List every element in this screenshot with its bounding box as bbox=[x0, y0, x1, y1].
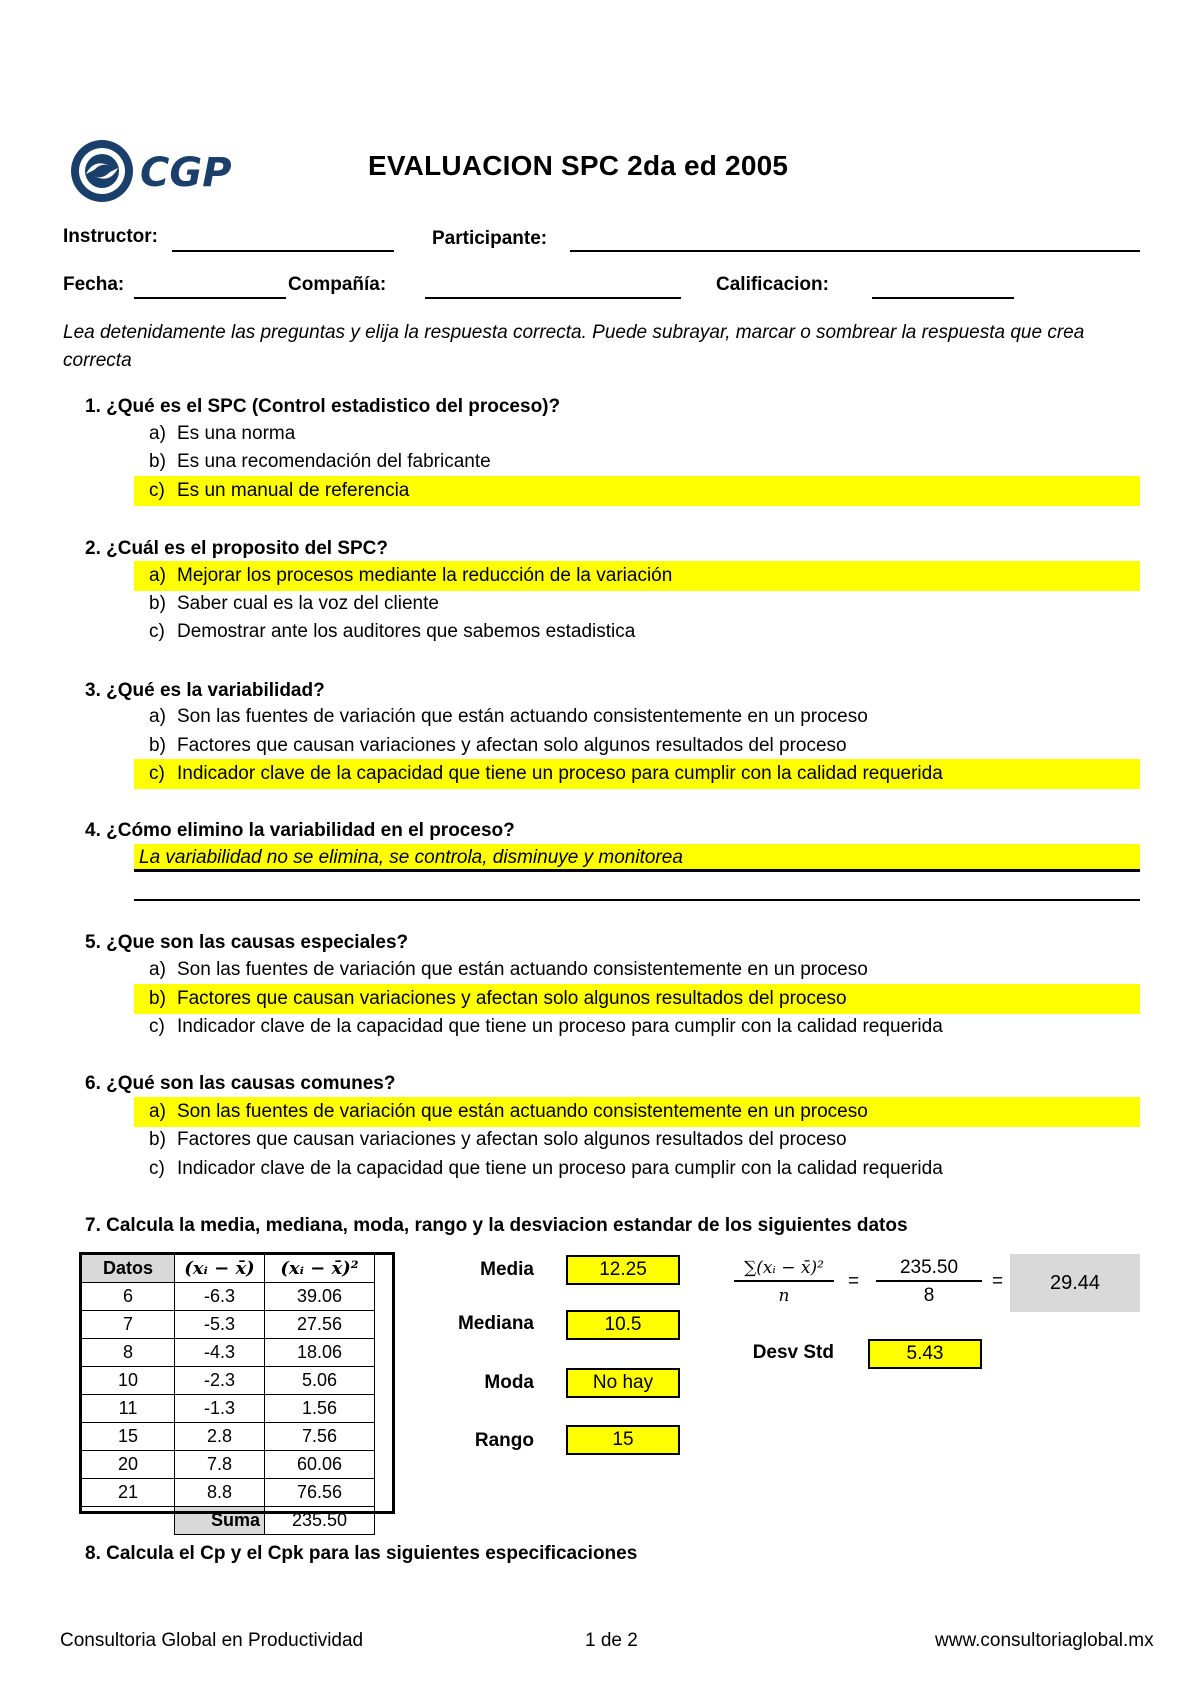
cell-dato[interactable]: 15 bbox=[82, 1423, 175, 1451]
option-text: Es una recomendación del fabricante bbox=[177, 451, 491, 472]
variance-values bbox=[876, 1254, 982, 1310]
option-text: Indicador clave de la capacidad que tiene un proceso para cumplir con la calidad requerida bbox=[177, 1158, 943, 1179]
table-row bbox=[82, 1479, 375, 1507]
cell-squared[interactable]: 1.56 bbox=[265, 1395, 375, 1423]
cell-deviation[interactable]: 8.8 bbox=[175, 1479, 265, 1507]
compania-label: Compañía: bbox=[288, 274, 387, 295]
cell-dato[interactable]: 8 bbox=[82, 1339, 175, 1367]
option-letter: a) bbox=[149, 959, 166, 980]
cell-deviation[interactable]: -1.3 bbox=[175, 1395, 265, 1423]
instructor-label: Instructor: bbox=[63, 226, 158, 247]
cell-dato[interactable]: 21 bbox=[82, 1479, 175, 1507]
variance-formula bbox=[734, 1254, 834, 1310]
question-1-option-a[interactable] bbox=[134, 419, 1140, 449]
question-3-option-c[interactable] bbox=[134, 759, 1140, 789]
option-letter: b) bbox=[149, 1129, 166, 1150]
cell-squared[interactable]: 39.06 bbox=[265, 1283, 375, 1311]
participante-label: Participante: bbox=[432, 228, 548, 249]
table-sum-row bbox=[82, 1507, 375, 1535]
option-text: Indicador clave de la capacidad que tiene un proceso para cumplir con la calidad requerida bbox=[177, 1016, 943, 1037]
question-2-option-a[interactable] bbox=[134, 561, 1140, 591]
question-5-option-a[interactable] bbox=[134, 955, 1140, 985]
cell-deviation[interactable]: 2.8 bbox=[175, 1423, 265, 1451]
cell-dato[interactable]: 7 bbox=[82, 1311, 175, 1339]
question-2-title: 2. ¿Cuál es el proposito del SPC? bbox=[85, 538, 388, 559]
desv-std-value[interactable]: 5.43 bbox=[868, 1339, 982, 1369]
option-text: Es un manual de referencia bbox=[177, 480, 410, 501]
question-3-option-a[interactable] bbox=[134, 702, 1140, 732]
cell-deviation[interactable]: -2.3 bbox=[175, 1367, 265, 1395]
rango-label: Rango bbox=[474, 1430, 534, 1451]
table-row bbox=[82, 1451, 375, 1479]
desv-std-label: Desv Std bbox=[752, 1342, 834, 1363]
footer-company: Consultoria Global en Productividad bbox=[60, 1630, 364, 1651]
question-5-option-b[interactable] bbox=[134, 984, 1140, 1014]
sum-value[interactable]: 235.50 bbox=[265, 1507, 375, 1535]
sum-numerator: 235.50 bbox=[876, 1254, 982, 1282]
question-5-title: 5. ¿Que son las causas especiales? bbox=[85, 932, 409, 953]
table-row bbox=[82, 1339, 375, 1367]
question-4-answer-line[interactable] bbox=[134, 899, 1140, 901]
moda-value[interactable]: No hay bbox=[566, 1368, 680, 1398]
page-title: EVALUACION SPC 2da ed 2005 bbox=[368, 150, 789, 181]
cell-deviation[interactable]: -5.3 bbox=[175, 1311, 265, 1339]
header-datos: Datos bbox=[82, 1255, 175, 1283]
cell-squared[interactable]: 76.56 bbox=[265, 1479, 375, 1507]
header-deviation: (xᵢ − x̄) bbox=[175, 1255, 265, 1283]
logo-text: CGP bbox=[140, 150, 232, 196]
fecha-label: Fecha: bbox=[63, 274, 125, 295]
table-row bbox=[82, 1283, 375, 1311]
cell-dato[interactable]: 20 bbox=[82, 1451, 175, 1479]
question-6-option-b[interactable] bbox=[134, 1125, 1140, 1155]
table-row bbox=[82, 1395, 375, 1423]
calificacion-label: Calificacion: bbox=[716, 274, 829, 295]
option-letter: a) bbox=[149, 1101, 166, 1122]
question-3-option-b[interactable] bbox=[134, 731, 1140, 761]
table-header-row bbox=[82, 1255, 375, 1283]
question-1-option-b[interactable] bbox=[134, 447, 1140, 477]
participante-field[interactable] bbox=[570, 250, 1140, 252]
question-2-option-b[interactable] bbox=[134, 589, 1140, 619]
question-4-answer[interactable]: La variabilidad no se elimina, se controla, disminuye y monitorea bbox=[134, 844, 1140, 872]
table-row bbox=[82, 1311, 375, 1339]
cell-squared[interactable]: 5.06 bbox=[265, 1367, 375, 1395]
option-letter: b) bbox=[149, 593, 166, 614]
option-letter: b) bbox=[149, 988, 166, 1009]
question-8-title: 8. Calcula el Cp y el Cpk para las siguientes especificaciones bbox=[85, 1543, 638, 1564]
option-text: Demostrar ante los auditores que sabemos estadistica bbox=[177, 621, 636, 642]
question-6-option-a[interactable] bbox=[134, 1097, 1140, 1127]
option-letter: c) bbox=[149, 480, 165, 501]
cell-squared[interactable]: 27.56 bbox=[265, 1311, 375, 1339]
option-text: Factores que causan variaciones y afectan solo algunos resultados del proceso bbox=[177, 988, 847, 1009]
option-letter: c) bbox=[149, 763, 165, 784]
option-text: Son las fuentes de variación que están actuando consistentemente en un proceso bbox=[177, 1101, 868, 1122]
media-value[interactable]: 12.25 bbox=[566, 1255, 680, 1285]
question-1-title: 1. ¿Qué es el SPC (Control estadistico del proceso)? bbox=[85, 396, 561, 417]
cell-dato[interactable]: 11 bbox=[82, 1395, 175, 1423]
sum-denominator: 8 bbox=[923, 1285, 935, 1306]
mediana-label: Mediana bbox=[457, 1313, 534, 1334]
footer-page-number: 1 de 2 bbox=[585, 1630, 638, 1651]
cell-squared[interactable]: 7.56 bbox=[265, 1423, 375, 1451]
mediana-value[interactable]: 10.5 bbox=[566, 1310, 680, 1340]
header-deviation-squared: (xᵢ − x̄)² bbox=[265, 1255, 375, 1283]
compania-field[interactable] bbox=[425, 297, 681, 299]
option-letter: b) bbox=[149, 451, 166, 472]
option-letter: a) bbox=[149, 423, 166, 444]
question-1-option-c[interactable] bbox=[134, 476, 1140, 506]
table-row bbox=[82, 1367, 375, 1395]
formula-numerator: ∑(xᵢ − x̄)² bbox=[734, 1254, 834, 1282]
cell-squared[interactable]: 18.06 bbox=[265, 1339, 375, 1367]
question-6-title: 6. ¿Qué son las causas comunes? bbox=[85, 1073, 396, 1094]
question-5-option-c[interactable] bbox=[134, 1012, 1140, 1042]
cell-dato[interactable]: 10 bbox=[82, 1367, 175, 1395]
cell-deviation[interactable]: -4.3 bbox=[175, 1339, 265, 1367]
equals-sign-1: = bbox=[848, 1271, 860, 1292]
option-letter: a) bbox=[149, 565, 166, 586]
blank-cell bbox=[82, 1507, 175, 1535]
moda-label: Moda bbox=[484, 1372, 534, 1393]
instructor-field[interactable] bbox=[172, 250, 394, 252]
option-text: Factores que causan variaciones y afectan solo algunos resultados del proceso bbox=[177, 1129, 847, 1150]
footer-website[interactable]: www.consultoriaglobal.mx bbox=[935, 1630, 1154, 1651]
option-text: Indicador clave de la capacidad que tiene un proceso para cumplir con la calidad requerida bbox=[177, 763, 943, 784]
cell-deviation[interactable]: 7.8 bbox=[175, 1451, 265, 1479]
option-text: Son las fuentes de variación que están actuando consistentemente en un proceso bbox=[177, 706, 868, 727]
sum-label: Suma bbox=[175, 1507, 265, 1535]
option-letter: a) bbox=[149, 706, 166, 727]
option-letter: c) bbox=[149, 1016, 165, 1037]
cell-squared[interactable]: 60.06 bbox=[265, 1451, 375, 1479]
cell-deviation[interactable]: -6.3 bbox=[175, 1283, 265, 1311]
option-letter: c) bbox=[149, 621, 165, 642]
question-2-option-c[interactable] bbox=[134, 617, 1140, 647]
question-6-option-c[interactable] bbox=[134, 1154, 1140, 1184]
equals-sign-2: = bbox=[992, 1271, 1004, 1292]
fecha-field[interactable] bbox=[134, 297, 286, 299]
table-row bbox=[82, 1423, 375, 1451]
calificacion-field[interactable] bbox=[872, 297, 1014, 299]
rango-value[interactable]: 15 bbox=[566, 1425, 680, 1455]
variance-result[interactable]: 29.44 bbox=[1010, 1254, 1140, 1312]
option-text: Factores que causan variaciones y afectan solo algunos resultados del proceso bbox=[177, 735, 847, 756]
question-3-title: 3. ¿Qué es la variabilidad? bbox=[85, 680, 325, 701]
question-4-title: 4. ¿Cómo elimino la variabilidad en el proceso? bbox=[85, 820, 515, 841]
option-text: Es una norma bbox=[177, 423, 296, 444]
instructions-text: Lea detenidamente las preguntas y elija la respuesta correcta. Puede subrayar, marcar o sombrear la respuesta que crea correcta bbox=[63, 322, 1085, 371]
cell-dato[interactable]: 6 bbox=[82, 1283, 175, 1311]
option-text: Son las fuentes de variación que están actuando consistentemente en un proceso bbox=[177, 959, 868, 980]
option-letter: b) bbox=[149, 735, 166, 756]
question-7-title: 7. Calcula la media, mediana, moda, rango y la desviacion estandar de los siguientes datos bbox=[85, 1215, 908, 1236]
data-table bbox=[81, 1254, 375, 1535]
option-letter: c) bbox=[149, 1158, 165, 1179]
formula-denominator: n bbox=[778, 1286, 790, 1306]
option-text: Mejorar los procesos mediante la reducción de la variación bbox=[177, 565, 673, 586]
media-label: Media bbox=[480, 1259, 534, 1280]
option-text: Saber cual es la voz del cliente bbox=[177, 593, 439, 614]
cgp-logo bbox=[64, 136, 264, 206]
